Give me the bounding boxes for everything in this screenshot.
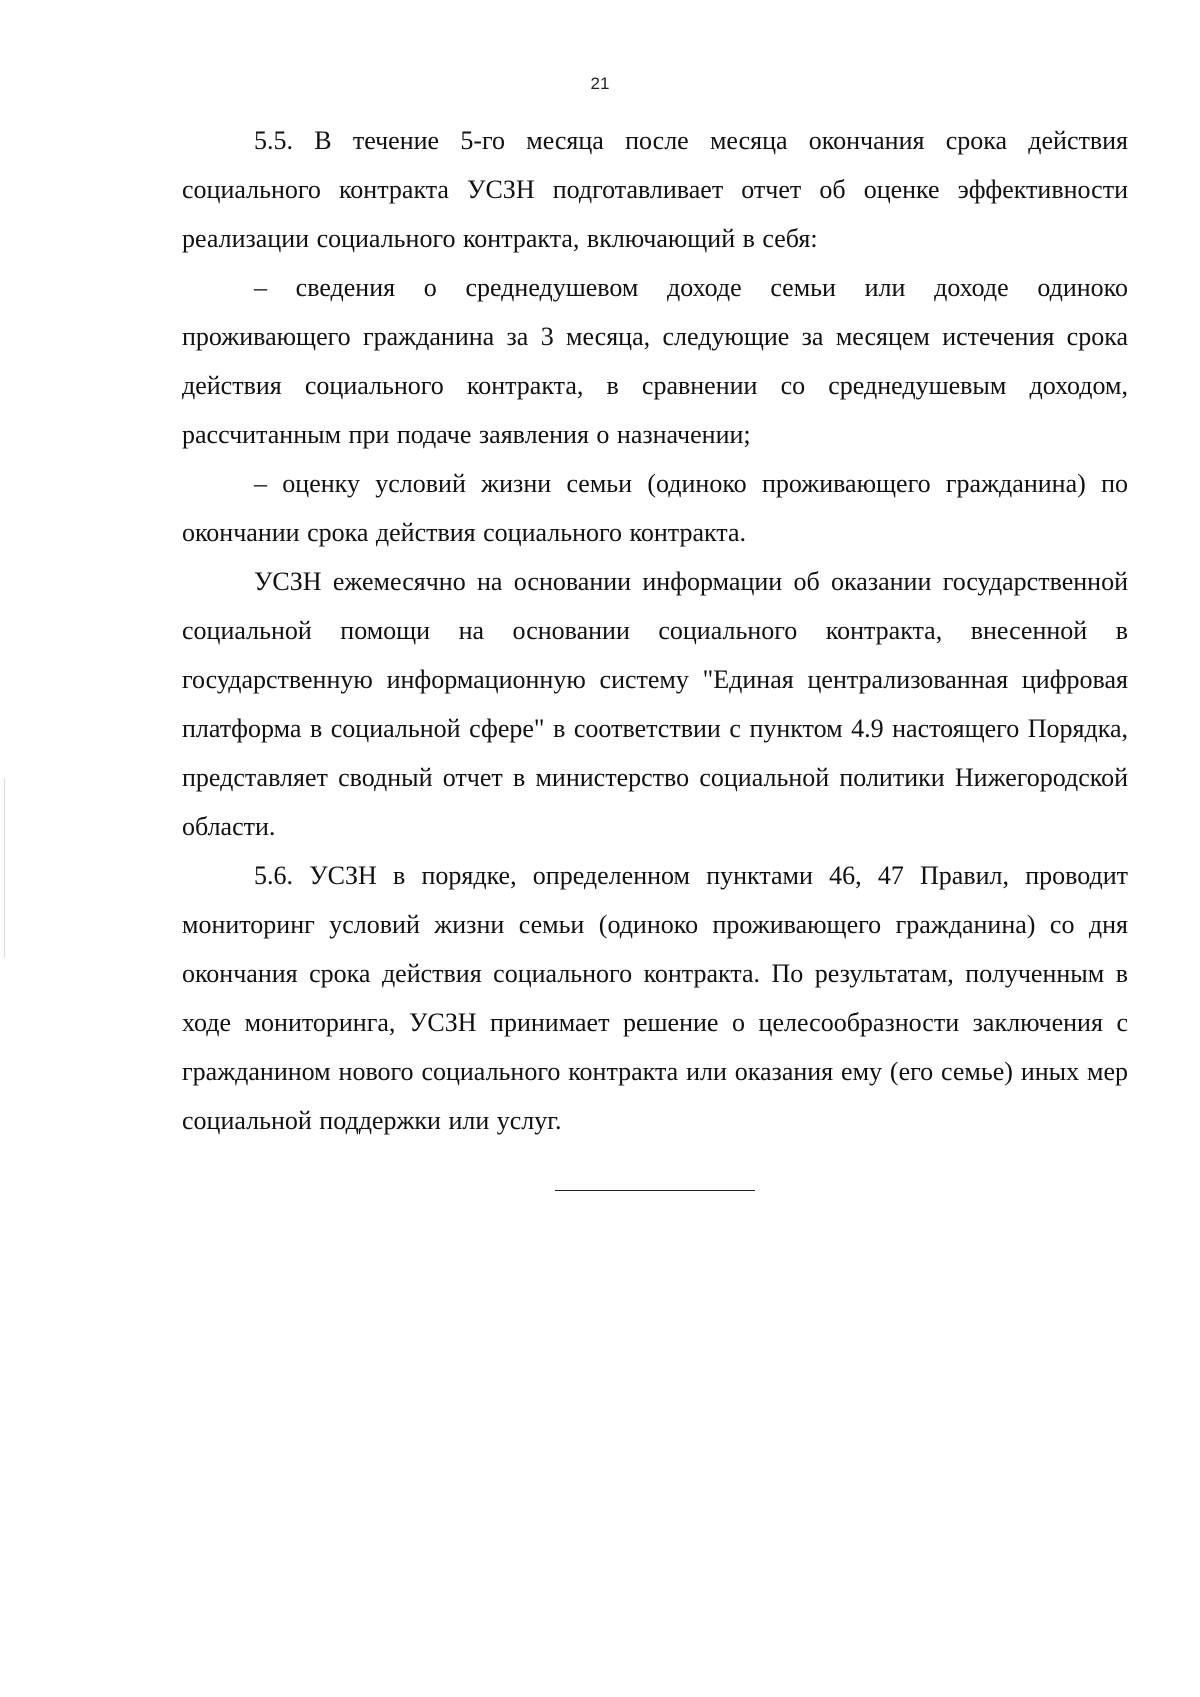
list-item-living-conditions: – оценку условий жизни семьи (одиноко проживающего гражданина) по окончании срока действия социального контракта. <box>182 469 1128 547</box>
document-body <box>182 116 1128 1145</box>
paragraph-monthly-report: УСЗН ежемесячно на основании информации об оказании государственной социальной помощи на основании социального контракта, внесенной в государственную информационную систему "Единая централизованная цифровая платформа в социальной сфере" в соответствии с пунктом 4.9 настоящего Порядка, представляет сводный отчет в министерство социальной политики Нижегородской области. <box>182 567 1128 841</box>
scan-edge-mark <box>4 778 5 958</box>
list-item-income-info: – сведения о среднедушевом доходе семьи или доходе одиноко проживающего гражданина за 3 месяца, следующие за месяцем истечения срока действия социального контракта, в сравнении со среднедушевым доходом, рассчитанным при подаче заявления о назначении; <box>182 273 1128 449</box>
paragraph-5-6: 5.6. УСЗН в порядке, определенном пунктами 46, 47 Правил, проводит мониторинг условий жизни семьи (одиноко проживающего гражданина) со дня окончания срока действия социального контракта. По результатам, полученным в ходе мониторинга, УСЗН принимает решение о целесообразности заключения с гражданином нового социального контракта или оказания ему (его семье) иных мер социальной поддержки или услуг. <box>182 861 1128 1135</box>
paragraph-5-5: 5.5. В течение 5-го месяца после месяца окончания срока действия социального контракта УСЗН подготавливает отчет об оценке эффективности реализации социального контракта, включающий в себя: <box>182 126 1128 253</box>
end-separator-line <box>555 1190 755 1191</box>
page-number: 21 <box>590 74 610 93</box>
